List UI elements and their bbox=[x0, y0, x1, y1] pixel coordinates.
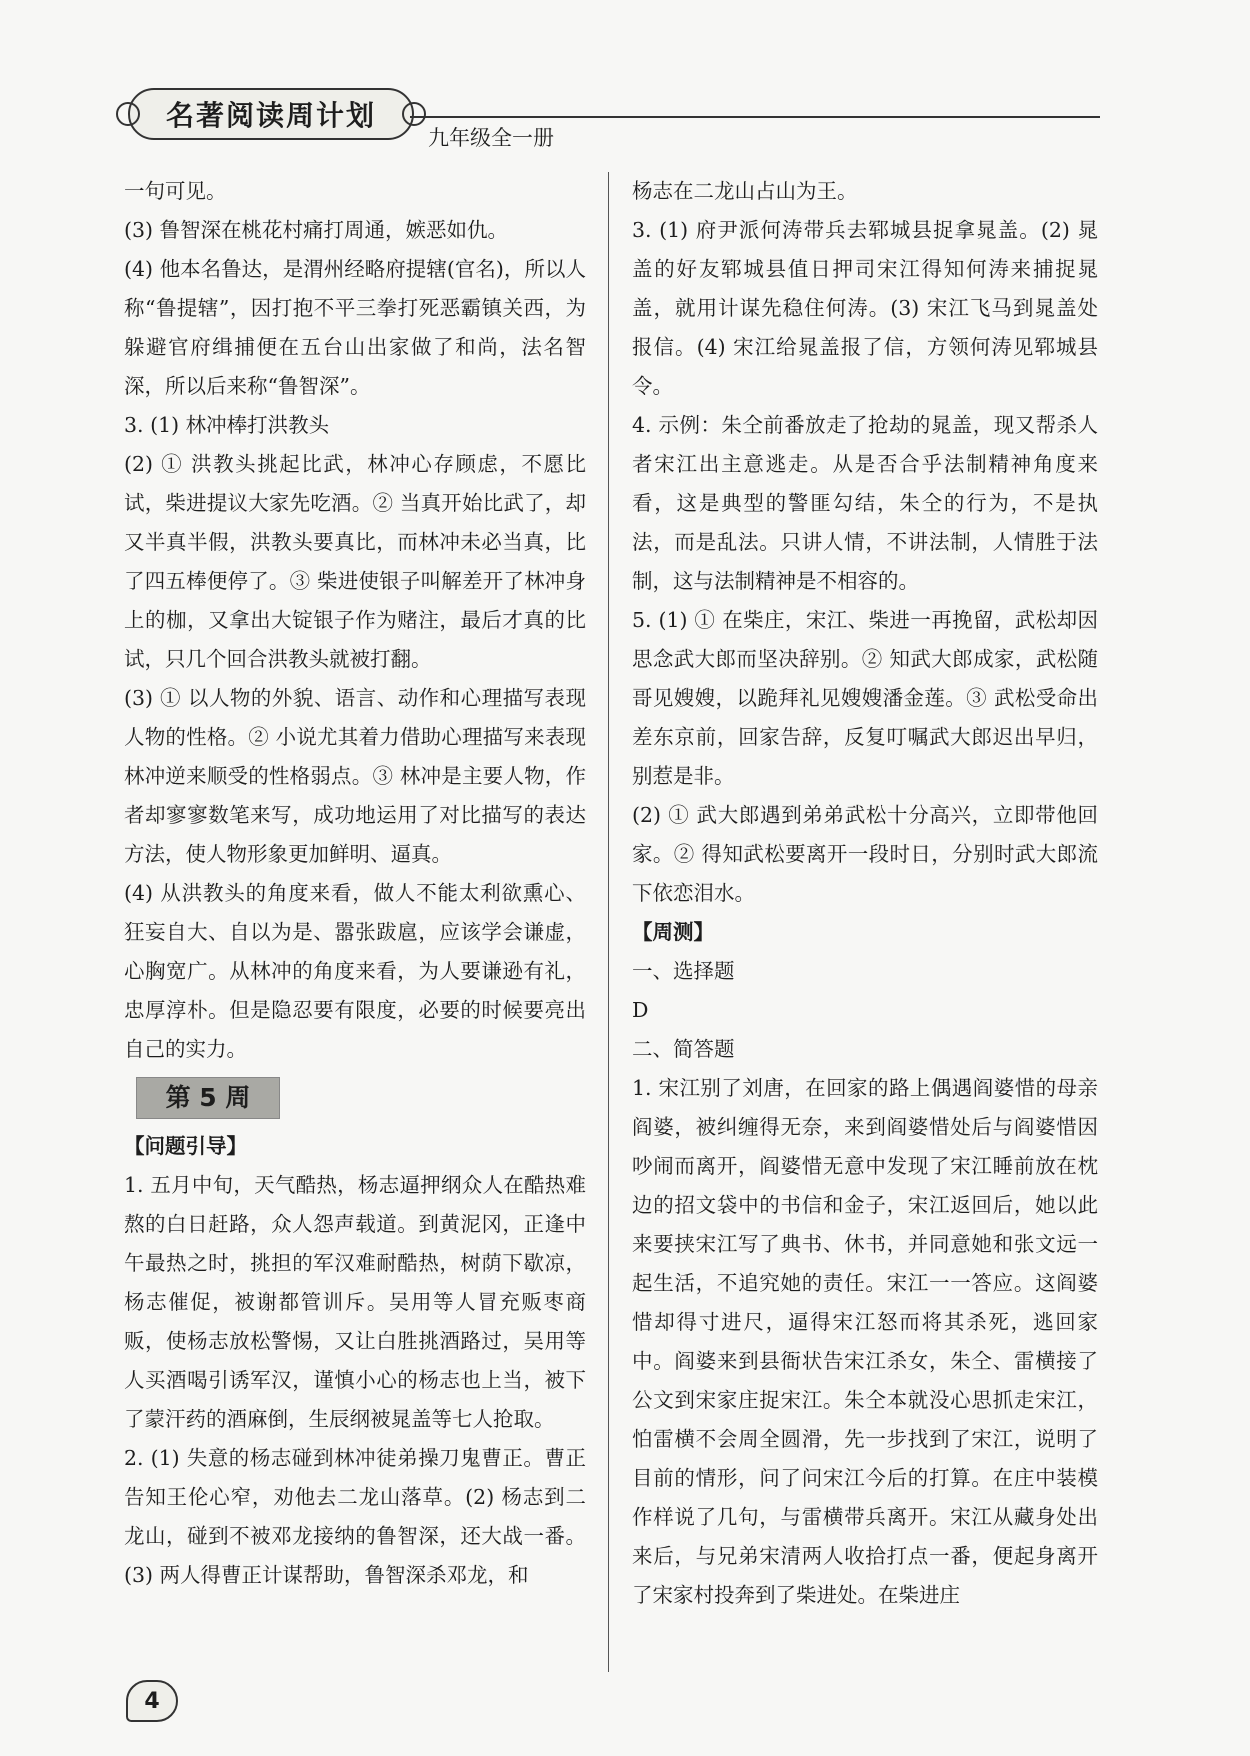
paragraph: 5. (1) ① 在柴庄，宋江、柴进一再挽留，武松却因思念武大郎而坚决辞别。② 知武大郎成家，武松随哥见嫂嫂，以跪拜礼见嫂嫂潘金莲。③ 武松受命出差东京前，回家告辞，反复叮嘱武大郎迟出早归，别惹是非。 bbox=[632, 608, 1098, 788]
week-heading: 第 5 周 bbox=[136, 1077, 280, 1119]
page-header bbox=[128, 82, 1100, 152]
paragraph: 一句可见。 bbox=[124, 179, 227, 203]
ornament-right-icon bbox=[402, 102, 426, 126]
page-number: 4 bbox=[126, 1680, 178, 1722]
paragraph: (4) 他本名鲁达，是渭州经略府提辖(官名)，所以人称“鲁提辖”，因打抱不平三拳打死恶霸镇关西，为躲避官府缉捕便在五台山出家做了和尚，法名智深，所以后来称“鲁智深”。 bbox=[124, 257, 586, 398]
paragraph: 4. 示例：朱仝前番放走了抢劫的晁盖，现又帮杀人者宋江出主意逃走。从是否合乎法制精神角度来看，这是典型的警匪勾结，朱仝的行为，不是执法，而是乱法。只讲人情，不讲法制，人情胜于法制，这与法制精神是不相容的。 bbox=[632, 413, 1098, 593]
column-divider bbox=[608, 172, 609, 1672]
section-heading: 【周测】 bbox=[632, 920, 714, 944]
book-title-banner bbox=[128, 88, 414, 140]
paragraph: 3. (1) 府尹派何涛带兵去郓城县捉拿晁盖。(2) 晁盖的好友郓城县值日押司宋江得知何涛来捕捉晁盖，就用计谋先稳住何涛。(3) 宋江飞马到晁盖处报信。(4) 宋江给晁盖报了信，方领何涛见郓城县令。 bbox=[632, 218, 1098, 398]
paragraph: 2. (1) 失意的杨志碰到林冲徒弟操刀鬼曹正。曹正告知王伦心窄，劝他去二龙山落草。(2) 杨志到二龙山，碰到不被邓龙接纳的鲁智深，还大战一番。(3) 两人得曹正计谋帮助，鲁智深杀邓龙，和 bbox=[124, 1446, 586, 1587]
ornament-left-icon bbox=[116, 102, 140, 126]
paragraph: 杨志在二龙山占山为王。 bbox=[632, 179, 858, 203]
paragraph: (3) ① 以人物的外貌、语言、动作和心理描写表现人物的性格。② 小说尤其着力借助心理描写来表现林冲逆来顺受的性格弱点。③ 林冲是主要人物，作者却寥寥数笔来写，成功地运用了对比描写的表达方法，使人物形象更加鲜明、逼真。 bbox=[124, 686, 586, 866]
paragraph: 二、简答题 bbox=[632, 1037, 735, 1061]
grade-label: 九年级全一册 bbox=[428, 126, 554, 150]
paragraph: 3. (1) 林冲棒打洪教头 bbox=[124, 413, 330, 437]
paragraph: D bbox=[632, 998, 649, 1022]
paragraph: (4) 从洪教头的角度来看，做人不能太利欲熏心、狂妄自大、自以为是、嚣张跋扈，应该学会谦虚，心胸宽广。从林冲的角度来看，为人要谦逊有礼，忠厚淳朴。但是隐忍要有限度，必要的时候要亮出自己的实力。 bbox=[124, 881, 586, 1061]
right-column bbox=[632, 172, 1098, 1615]
paragraph: 一、选择题 bbox=[632, 959, 735, 983]
paragraph: 1. 宋江别了刘唐，在回家的路上偶遇阎婆惜的母亲阎婆，被纠缠得无奈，来到阎婆惜处后与阎婆惜因吵闹而离开，阎婆惜无意中发现了宋江睡前放在枕边的招文袋中的书信和金子，宋江返回后，她以此来要挟宋江写了典书、休书，并同意她和张文远一起生活，不追究她的责任。宋江一一答应。这阎婆惜却得寸进尺，逼得宋江怒而将其杀死，逃回家中。阎婆来到县衙状告宋江杀女，朱仝、雷横接了公文到宋家庄捉宋江。朱仝本就没心思抓走宋江，怕雷横不会周全圆滑，先一步找到了宋江，说明了目前的情形，问了问宋江今后的打算。在庄中装模作样说了几句，与雷横带兵离开。宋江从藏身处出来后，与兄弟宋清两人收拾打点一番，便起身离开了宋家村投奔到了柴进处。在柴进庄 bbox=[632, 1076, 1098, 1607]
paragraph: (2) ① 武大郎遇到弟弟武松十分高兴，立即带他回家。② 得知武松要离开一段时日，分别时武大郎流下依恋泪水。 bbox=[632, 803, 1098, 905]
paragraph: 1. 五月中旬，天气酷热，杨志逼押纲众人在酷热难熬的白日赶路，众人怨声载道。到黄泥冈，正逢中午最热之时，挑担的军汉难耐酷热，树荫下歇凉，杨志催促，被谢都管训斥。吴用等人冒充贩枣商贩，使杨志放松警惕，又让白胜挑酒路过，吴用等人买酒喝引诱军汉，谨慎小心的杨志也上当，被下了蒙汗药的酒麻倒，生辰纲被晁盖等七人抢取。 bbox=[124, 1173, 586, 1431]
header-rule bbox=[410, 116, 1100, 118]
paragraph: (2) ① 洪教头挑起比武，林冲心存顾虑，不愿比试，柴进提议大家先吃酒。② 当真开始比武了，却又半真半假，洪教头要真比，而林冲未必当真，比了四五棒便停了。③ 柴进使银子叫解差开了林冲身上的枷，又拿出大锭银子作为赌注，最后才真的比试，只几个回合洪教头就被打翻。 bbox=[124, 452, 586, 671]
paragraph: (3) 鲁智深在桃花村痛打周通，嫉恶如仇。 bbox=[124, 218, 509, 242]
left-column bbox=[124, 172, 586, 1595]
book-title: 名著阅读周计划 bbox=[165, 99, 376, 132]
section-heading: 【问题引导】 bbox=[124, 1134, 247, 1158]
